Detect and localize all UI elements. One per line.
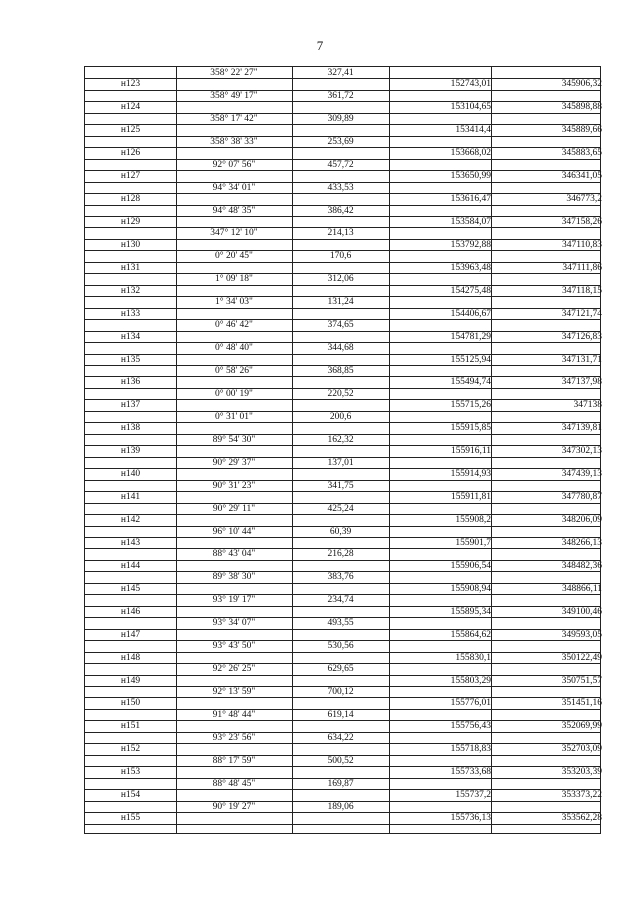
distance-cell: 433,53	[327, 182, 354, 193]
point-label-cell: н131	[120, 262, 141, 273]
x-coordinate-cell: 153650,99	[450, 171, 491, 182]
point-label-cell: н142	[120, 515, 141, 526]
distance-cell: 60,39	[329, 526, 352, 537]
distance-cell: 200,6	[329, 411, 352, 422]
point-label-cell: н151	[120, 721, 141, 732]
point-label-cell: н129	[120, 217, 141, 227]
x-coordinate-cell: 155916,11	[450, 446, 491, 457]
distance-cell: 493,55	[327, 618, 354, 629]
y-coordinate-cell: 349593,05	[561, 629, 602, 640]
x-coordinate-cell: 155914,93	[450, 469, 491, 480]
bearing-cell: 0° 46' 42"	[215, 320, 253, 331]
x-coordinate-cell: 152743,01	[450, 79, 491, 90]
x-coordinate-cell: 154781,29	[450, 331, 491, 342]
bearing-cell: 88° 48' 45"	[212, 778, 256, 789]
y-coordinate-cell: 347138	[573, 400, 602, 411]
y-coordinate-cell: 353203,39	[561, 767, 602, 778]
x-coordinate-cell: 155908,94	[450, 583, 491, 594]
point-label-cell: н139	[120, 446, 141, 457]
point-label-cell: н143	[120, 537, 141, 548]
y-coordinate-cell: 347139,81	[561, 423, 602, 434]
point-label-cell: н125	[120, 125, 141, 136]
y-coordinate-cell: 350751,57	[561, 675, 602, 686]
y-coordinate-cell: 347121,74	[561, 308, 602, 319]
point-label-cell: н124	[120, 102, 141, 113]
bearing-cell: 1° 34' 03"	[215, 297, 253, 308]
bearing-cell: 0° 00' 19"	[215, 388, 253, 399]
bearing-cell: 0° 20' 45"	[215, 251, 253, 262]
x-coordinate-cell: 155733,68	[450, 767, 491, 778]
distance-cell: 137,01	[327, 457, 354, 468]
distance-cell: 189,06	[327, 801, 354, 812]
point-label-cell: н147	[120, 629, 141, 640]
y-coordinate-cell: 347780,87	[561, 492, 602, 503]
distance-cell: 425,24	[327, 503, 354, 514]
distance-cell: 341,75	[327, 480, 354, 491]
x-coordinate-cell: 154275,48	[450, 285, 491, 296]
point-label-cell: н133	[120, 308, 141, 319]
y-coordinate-cell: 352069,99	[561, 721, 602, 732]
x-coordinate-cell: 155756,43	[450, 721, 491, 732]
point-label-cell: н135	[120, 354, 141, 365]
y-coordinate-cell: 347110,83	[561, 239, 602, 250]
point-label-cell: н138	[120, 423, 141, 434]
bearing-cell: 88° 17' 59"	[212, 755, 256, 766]
x-coordinate-cell: 155776,01	[450, 698, 491, 709]
y-coordinate-cell: 347302,13	[561, 446, 602, 457]
distance-cell: 530,56	[327, 641, 354, 652]
y-coordinate-cell: 345889,66	[561, 125, 602, 136]
distance-cell: 234,74	[327, 595, 354, 606]
x-coordinate-cell: 155908,2	[455, 515, 491, 526]
bearing-cell: 90° 31' 23"	[212, 480, 256, 491]
point-label-cell: н127	[120, 171, 141, 182]
x-coordinate-cell: 153963,48	[450, 262, 491, 273]
y-coordinate-cell: 347137,98	[561, 377, 602, 388]
y-coordinate-cell: 347111,86	[562, 262, 602, 273]
y-coordinate-cell: 345898,88	[561, 102, 602, 113]
x-coordinate-cell: 155830,1	[455, 652, 491, 663]
distance-cell: 629,65	[327, 664, 354, 675]
distance-cell: 700,12	[327, 686, 354, 697]
bearing-cell: 358° 22' 27"	[210, 68, 258, 78]
bearing-cell: 94° 34' 01"	[212, 182, 256, 193]
bearing-cell: 0° 48' 40"	[215, 343, 253, 354]
distance-cell: 457,72	[327, 159, 354, 170]
y-coordinate-cell: 346341,05	[561, 171, 602, 182]
x-coordinate-cell: 155901,7	[455, 537, 491, 548]
y-coordinate-cell: 347131,71	[561, 354, 602, 365]
distance-cell: 344,68	[327, 343, 354, 354]
bearing-cell: 91° 48' 44"	[212, 709, 256, 720]
point-label-cell: н154	[120, 790, 141, 801]
distance-cell: 383,76	[327, 572, 354, 583]
page-number: 7	[316, 38, 324, 53]
distance-cell: 309,89	[327, 113, 354, 124]
bearing-cell: 92° 26' 25"	[212, 664, 256, 675]
x-coordinate-cell: 155125,94	[450, 354, 491, 365]
y-coordinate-cell: 350122,49	[561, 652, 602, 663]
x-coordinate-cell: 155494,74	[450, 377, 491, 388]
bearing-cell: 358° 17' 42"	[210, 113, 258, 124]
bearing-cell: 92° 13' 59"	[212, 686, 256, 697]
x-coordinate-cell: 155737,2	[455, 790, 491, 801]
distance-cell: 162,32	[327, 434, 354, 445]
x-coordinate-cell: 153584,07	[450, 217, 491, 227]
y-coordinate-cell: 347158,26	[561, 217, 602, 227]
bearing-cell: 89° 38' 30"	[212, 572, 256, 583]
bearing-cell: 94° 48' 35"	[212, 205, 256, 216]
bearing-cell: 88° 43' 04"	[212, 549, 256, 560]
x-coordinate-cell: 155864,62	[450, 629, 491, 640]
point-label-cell: н148	[120, 652, 141, 663]
point-label-cell: н152	[120, 744, 141, 755]
distance-cell: 368,85	[327, 366, 354, 377]
point-label-cell: н134	[120, 331, 141, 342]
y-coordinate-cell: 348266,13	[561, 537, 602, 548]
point-label-cell: н123	[120, 79, 141, 90]
y-coordinate-cell: 346773,2	[566, 194, 602, 205]
x-coordinate-cell: 153616,47	[450, 194, 491, 205]
y-coordinate-cell: 345906,32	[561, 79, 602, 90]
x-coordinate-cell: 153414,4	[455, 125, 491, 136]
y-coordinate-cell: 347439,13	[561, 469, 602, 480]
distance-cell: 214,13	[327, 228, 354, 239]
row-divider	[85, 824, 600, 825]
point-label-cell: н128	[120, 194, 141, 205]
bearing-cell: 358° 38' 33"	[210, 136, 258, 147]
point-label-cell: н145	[120, 583, 141, 594]
bearing-cell: 93° 23' 56"	[212, 732, 256, 743]
bearing-cell: 90° 29' 37"	[212, 457, 256, 468]
bearing-cell: 90° 19' 27"	[212, 801, 256, 812]
y-coordinate-cell: 347126,83	[561, 331, 602, 342]
distance-cell: 500,52	[327, 755, 354, 766]
x-coordinate-cell: 153104,65	[450, 102, 491, 113]
y-coordinate-cell: 347118,15	[561, 285, 602, 296]
point-label-cell: н136	[120, 377, 141, 388]
x-coordinate-cell: 155906,54	[450, 560, 491, 571]
point-label-cell: н132	[120, 285, 141, 296]
distance-cell: 253,69	[327, 136, 354, 147]
x-coordinate-cell: 155718,83	[450, 744, 491, 755]
y-coordinate-cell: 353562,28	[561, 813, 602, 824]
y-coordinate-cell: 348482,36	[561, 560, 602, 571]
bearing-cell: 0° 58' 26"	[215, 366, 253, 377]
x-coordinate-cell: 153668,02	[450, 148, 491, 159]
x-coordinate-cell: 155715,26	[450, 400, 491, 411]
point-label-cell: н150	[120, 698, 141, 709]
point-label-cell: н155	[120, 813, 141, 824]
bearing-cell: 358° 49' 17"	[210, 90, 258, 101]
distance-cell: 131,24	[327, 297, 354, 308]
point-label-cell: н153	[120, 767, 141, 778]
distance-cell: 619,14	[327, 709, 354, 720]
point-label-cell: н141	[120, 492, 141, 503]
y-coordinate-cell: 345883,65	[561, 148, 602, 159]
x-coordinate-cell: 155911,81	[450, 492, 491, 503]
distance-cell: 327,41	[327, 68, 354, 78]
distance-cell: 170,6	[329, 251, 352, 262]
distance-cell: 361,72	[327, 90, 354, 101]
bearing-cell: 96° 10' 44"	[212, 526, 256, 537]
point-label-cell: н140	[120, 469, 141, 480]
x-coordinate-cell: 155895,34	[450, 606, 491, 617]
bearing-cell: 1° 09' 18"	[215, 274, 253, 285]
bearing-cell: 92° 07' 56"	[212, 159, 256, 170]
y-coordinate-cell: 352703,09	[561, 744, 602, 755]
point-label-cell: н137	[120, 400, 141, 411]
bearing-cell: 347° 12' 10"	[210, 228, 258, 239]
bearing-cell: 93° 34' 07"	[212, 618, 256, 629]
x-coordinate-cell: 155736,13	[450, 813, 491, 824]
point-label-cell: н126	[120, 148, 141, 159]
x-coordinate-cell: 155915,85	[450, 423, 491, 434]
distance-cell: 634,22	[327, 732, 354, 743]
distance-cell: 312,06	[327, 274, 354, 285]
bearing-cell: 0° 31' 01"	[215, 411, 253, 422]
y-coordinate-cell: 351451,16	[561, 698, 602, 709]
x-coordinate-cell: 154406,67	[450, 308, 491, 319]
y-coordinate-cell: 348866,11	[561, 583, 602, 594]
distance-cell: 386,42	[327, 205, 354, 216]
bearing-cell: 89° 54' 30"	[212, 434, 256, 445]
distance-cell: 216,28	[327, 549, 354, 560]
bearing-cell: 93° 43' 50"	[212, 641, 256, 652]
bearing-cell: 93° 19' 17"	[212, 595, 256, 606]
distance-cell: 220,52	[327, 388, 354, 399]
y-coordinate-cell: 349100,46	[561, 606, 602, 617]
point-label-cell: н130	[120, 239, 141, 250]
point-label-cell: н144	[120, 560, 141, 571]
y-coordinate-cell: 353373,22	[561, 790, 602, 801]
distance-cell: 169,87	[327, 778, 354, 789]
coordinates-table	[84, 66, 601, 834]
x-coordinate-cell: 155803,29	[450, 675, 491, 686]
point-label-cell: н146	[120, 606, 141, 617]
x-coordinate-cell: 153792,88	[450, 239, 491, 250]
y-coordinate-cell: 348206,09	[561, 515, 602, 526]
distance-cell: 374,65	[327, 320, 354, 331]
bearing-cell: 90° 29' 11"	[212, 503, 256, 514]
point-label-cell: н149	[120, 675, 141, 686]
